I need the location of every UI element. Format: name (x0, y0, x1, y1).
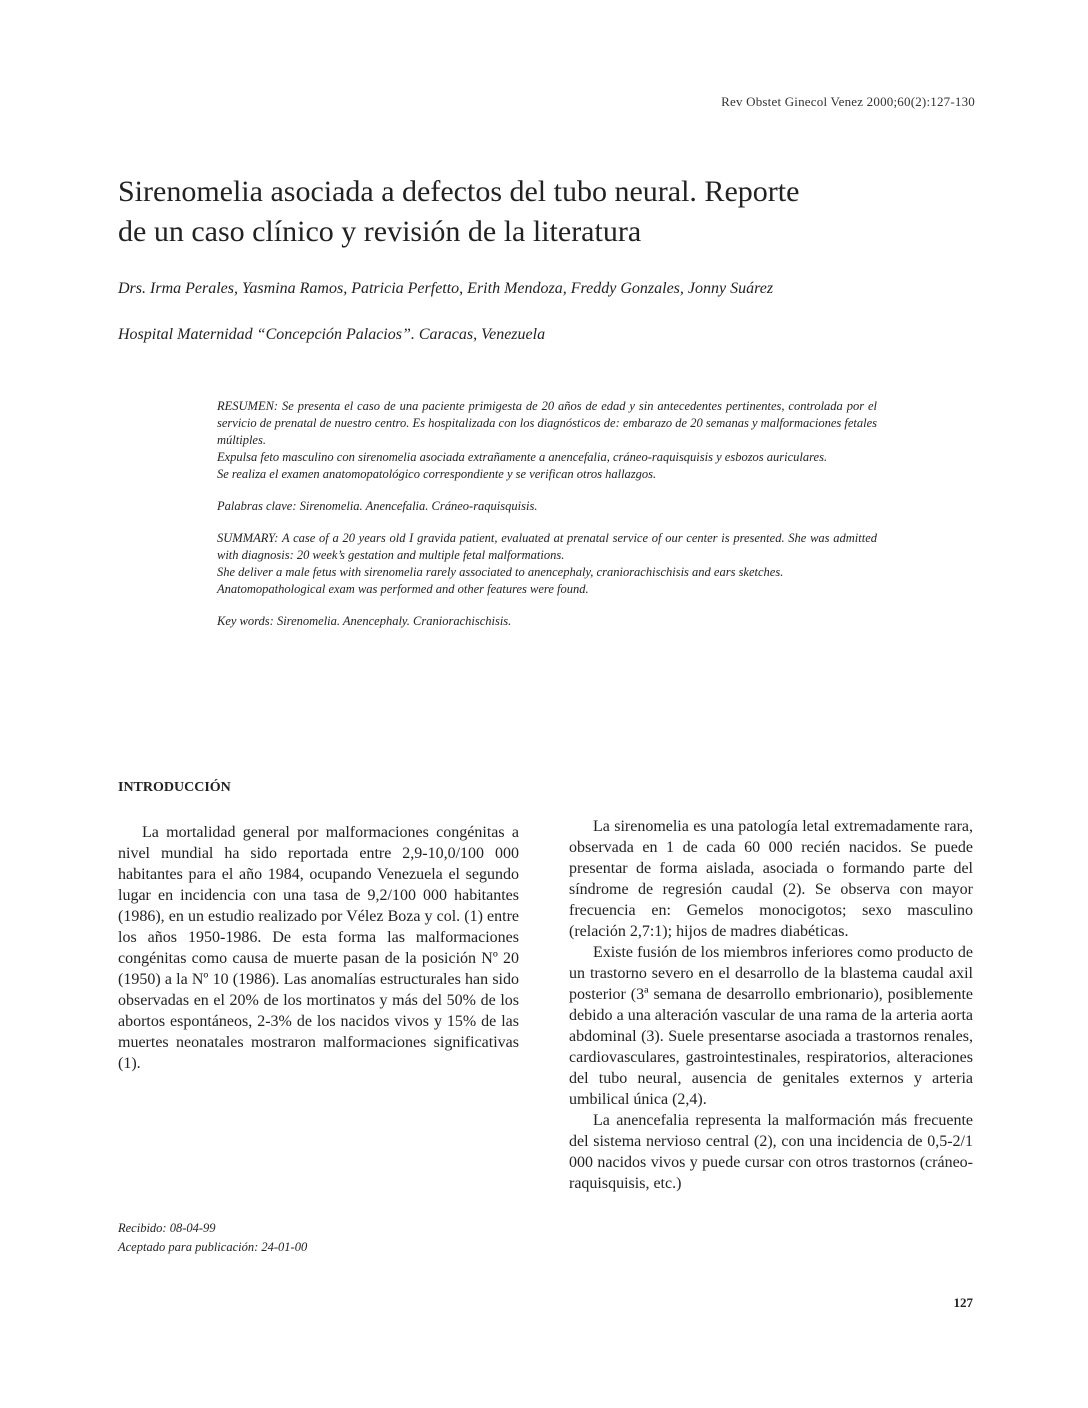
body-paragraph: La anencefalia representa la malformación más frecuente del sistema nervioso central (2), con una incidencia de 0,5-2/1 000 nacidos vivos y puede cursar con otros trastornos (cráneo-raquisquisis, etc.) (569, 1112, 973, 1192)
section-heading-introduccion: INTRODUCCIÓN (118, 780, 231, 795)
author-list: Drs. Irma Perales, Yasmina Ramos, Patricia Perfetto, Erith Mendoza, Freddy Gonzales, Jonny Suárez (118, 280, 774, 297)
article-title (118, 172, 978, 252)
key-words: Key words: Sirenomelia. Anencephaly. Craniorachischisis. (217, 614, 512, 628)
title-line-1: Sirenomelia asociada a defectos del tubo neural. Reporte (118, 175, 800, 208)
resumen-paragraph: Se realiza el examen anatomopatológico correspondiente y se verifican otros hallazgos. (217, 467, 657, 481)
summary-paragraph: SUMMARY: A case of a 20 years old I gravida patient, evaluated at prenatal service of our center is presented. She was admitted with diagnosis: 20 week’s gestation and multiple fetal malformations. (217, 531, 877, 562)
summary-paragraph: Anatomopathological exam was performed and other features were found. (217, 582, 589, 596)
resumen-paragraph: Expulsa feto masculino con sirenomelia asociada extrañamente a anencefalia, cráneo-raquisquisis y esbozos auriculares. (217, 450, 828, 464)
body-column-right (569, 816, 973, 1194)
body-column-left (118, 822, 519, 1074)
body-paragraph: La mortalidad general por malformaciones congénitas a nivel mundial ha sido reportada entre 2,9-10,0/100 000 habitantes para el año 1984, ocupando Venezuela el segundo lugar en incidencia con una tasa de 9,2/100 000 habitantes (1986), en un estudio realizado por Vélez Boza y col. (1) entre los años 1950-1986. De esta forma las malformaciones congénitas como causa de muerte pasan de la posición Nº 20 (1950) a la Nº 10 (1986). Las anomalías estructurales han sido observadas en el 20% de los mortinatos y más del 50% de los abortos espontáneos, 2-3% de los nacidos vivos y 15% de las muertes neonatales mostraron malformaciones significativas (1). (118, 824, 519, 1072)
affiliation: Hospital Maternidad “Concepción Palacios”. Caracas, Venezuela (118, 326, 546, 343)
accepted-date: Aceptado para publicación: 24-01-00 (118, 1240, 308, 1254)
spacer (217, 483, 877, 498)
palabras-clave: Palabras clave: Sirenomelia. Anencefalia. Cráneo-raquisquisis. (217, 499, 538, 513)
spacer (217, 598, 877, 613)
spacer (217, 515, 877, 530)
abstract-block (217, 398, 877, 630)
received-date: Recibido: 08-04-99 (118, 1221, 216, 1235)
footnote-dates (118, 1219, 307, 1257)
summary-paragraph: She deliver a male fetus with sirenomelia rarely associated to anencephaly, craniorachischisis and ears sketches. (217, 565, 784, 579)
title-line-2: de un caso clínico y revisión de la literatura (118, 215, 642, 248)
resumen-paragraph: RESUMEN: Se presenta el caso de una paciente primigesta de 20 años de edad y sin antecedentes pertinentes, controlada por el servicio de prenatal de nuestro centro. Es hospitalizada con los diagnósticos de: embarazo de 20 semanas y malformaciones fetales múltiples. (217, 399, 877, 447)
body-paragraph: La sirenomelia es una patología letal extremadamente rara, observada en 1 de cada 60 000 recién nacidos. Se puede presentar de forma aislada, asociada o formando parte del síndrome de regresión caudal (2). Se observa con mayor frecuencia en: Gemelos monocigotos; sexo masculino (relación 2,7:1); hijos de madres diabéticas. (569, 818, 973, 940)
page-number: 127 (953, 1295, 973, 1310)
journal-reference: Rev Obstet Ginecol Venez 2000;60(2):127-130 (721, 94, 975, 109)
body-paragraph: Existe fusión de los miembros inferiores como producto de un trastorno severo en el desarrollo de la blastema caudal axil posterior (3ª semana de desarrollo embrionario), posiblemente debido a una alteración vascular de una rama de la arteria aorta abdominal (3). Suele presentarse asociada a trastornos renales, cardiovasculares, gastrointestinales, respiratorios, alteraciones del tubo neural, ausencia de genitales externos y arteria umbilical única (2,4). (569, 944, 973, 1108)
